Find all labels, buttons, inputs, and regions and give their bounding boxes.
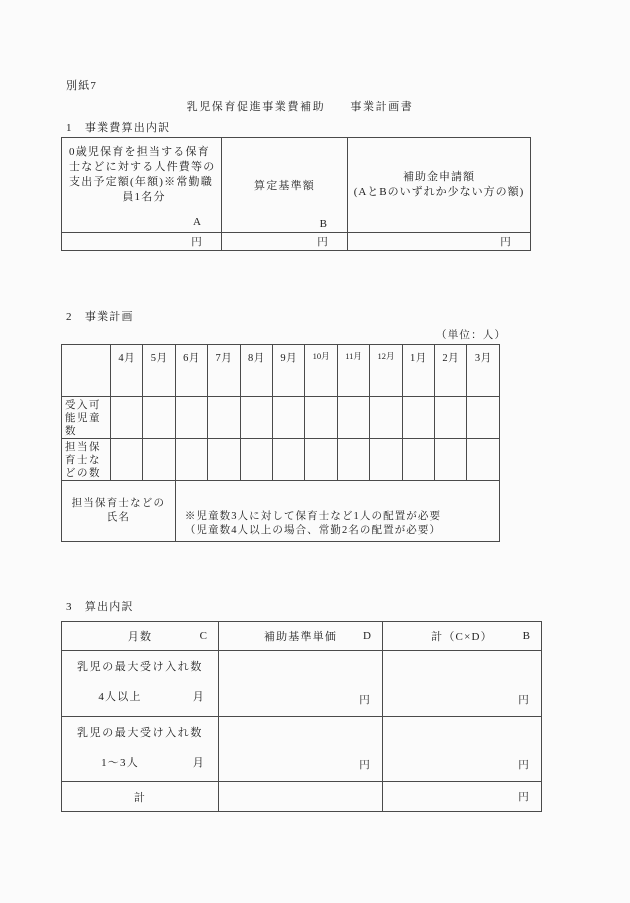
month-unit-label: 月 (192, 691, 205, 703)
month-header-cell: 2月 (435, 345, 467, 397)
month-header-cell: 8月 (240, 345, 272, 397)
month-unit-label: 月 (192, 757, 205, 769)
column-letter-c: C (199, 630, 207, 642)
grid-cell (337, 439, 369, 481)
staffing-note-line1: ※児童数3人に対して保育士など1人の配置が必要 (184, 511, 442, 522)
month-header-cell: 11月 (337, 345, 369, 397)
max-intake-label: 乳児の最大受け入れ数 (77, 727, 203, 739)
yen-cell-total-2: 円 (383, 717, 542, 782)
yen-cell-expenditure: 円 (62, 233, 222, 251)
grid-cell (175, 397, 207, 439)
col-header-unit-price (219, 622, 383, 651)
grid-cell (273, 397, 305, 439)
grid-cell (305, 397, 337, 439)
unit-price-header-label: 補助基準単価 (263, 631, 338, 643)
yen-cell-total-1: 円 (383, 651, 542, 717)
grid-cell (208, 397, 240, 439)
section1-heading: 1 事業費算出内訳 (66, 122, 171, 134)
grid-cell (435, 397, 467, 439)
grid-cell (111, 397, 143, 439)
month-header-cell: 1月 (402, 345, 434, 397)
expenditure-header-line: 士などに対する人件費等の (69, 161, 216, 173)
attachment-label: 別紙7 (66, 80, 98, 92)
col-header-months (62, 622, 219, 651)
grid-cell (402, 397, 434, 439)
grid-cell (337, 397, 369, 439)
staffing-note-line2: （児童数4人以上の場合、常勤2名の配置が必要） (184, 524, 442, 536)
column-letter-d: D (363, 630, 371, 642)
grid-cell (305, 439, 337, 481)
unit-note: （単位：人） (436, 330, 507, 341)
row-label-capacity: 受入可能児童数 (62, 397, 111, 439)
grid-cell (143, 397, 175, 439)
intake-range-label: 4人以上 (98, 691, 142, 703)
grid-cell (435, 439, 467, 481)
month-header-cell: 4月 (111, 345, 143, 397)
col-header-total (383, 622, 542, 651)
expenditure-header-cell (62, 138, 222, 233)
month-header-cell: 6月 (175, 345, 207, 397)
caregiver-names-cell (62, 481, 176, 542)
calculation-standard-header-cell (222, 138, 348, 233)
month-header-cell: 9月 (273, 345, 305, 397)
grid-cell (370, 439, 402, 481)
column-letter-b: B (319, 218, 327, 230)
total-header-label: 計（C×D） (431, 631, 493, 643)
months-header-label: 月数 (127, 631, 153, 643)
grid-cell (467, 439, 500, 481)
caregiver-names-label: 氏名 (106, 512, 131, 523)
subsidy-request-header-cell (348, 138, 531, 233)
month-header-cell: 5月 (143, 345, 175, 397)
grid-cell (240, 439, 272, 481)
grid-cell (208, 439, 240, 481)
column-letter-b2: B (522, 630, 530, 642)
section1-cost-table (61, 137, 531, 251)
section2-plan-table (61, 344, 500, 542)
column-letter-a: A (193, 216, 201, 228)
yen-cell-standard: 円 (222, 233, 348, 251)
expenditure-header-line: 員1名分 (122, 191, 166, 203)
section3-heading: 3 算出内訳 (66, 601, 134, 613)
grid-cell (370, 397, 402, 439)
section3-calc-table (61, 621, 542, 812)
grid-cell (273, 439, 305, 481)
empty-cell (219, 782, 383, 812)
grid-cell (175, 439, 207, 481)
calculation-standard-label: 算定基準額 (254, 180, 315, 192)
yen-cell-grand-total: 円 (383, 782, 542, 812)
corner-cell (62, 345, 111, 397)
max-intake-label: 乳児の最大受け入れ数 (77, 661, 203, 673)
month-header-cell: 10月 (305, 345, 337, 397)
caregiver-names-label: 担当保育士などの (71, 498, 166, 509)
row-label-caregivers: 担当保育士などの数 (62, 439, 111, 481)
month-header-cell: 12月 (370, 345, 402, 397)
month-header-cell: 7月 (208, 345, 240, 397)
max-intake-4plus-cell (62, 651, 219, 717)
grid-cell (111, 439, 143, 481)
subsidy-request-label: 補助金申請額 (403, 171, 475, 183)
document-title: 乳児保育促進事業費補助 事業計画書 (186, 101, 414, 113)
grid-cell (240, 397, 272, 439)
month-header-cell: 3月 (467, 345, 500, 397)
grid-cell (143, 439, 175, 481)
section2-heading: 2 事業計画 (66, 311, 134, 323)
yen-cell-request: 円 (348, 233, 531, 251)
total-row-label: 計 (62, 782, 219, 812)
staffing-note-cell (175, 481, 499, 542)
max-intake-1to3-cell (62, 717, 219, 782)
subsidy-request-sublabel: (AとBのいずれか少ない方の額) (353, 186, 525, 198)
yen-cell-price-1: 円 (219, 651, 383, 717)
yen-cell-price-2: 円 (219, 717, 383, 782)
grid-cell (402, 439, 434, 481)
grid-cell (467, 397, 500, 439)
expenditure-header-line: 支出予定額(年額)※常勤職 (69, 176, 213, 188)
intake-range-label: 1～3人 (101, 757, 139, 769)
expenditure-header-line: 0歳児保育を担当する保育 (69, 146, 210, 158)
